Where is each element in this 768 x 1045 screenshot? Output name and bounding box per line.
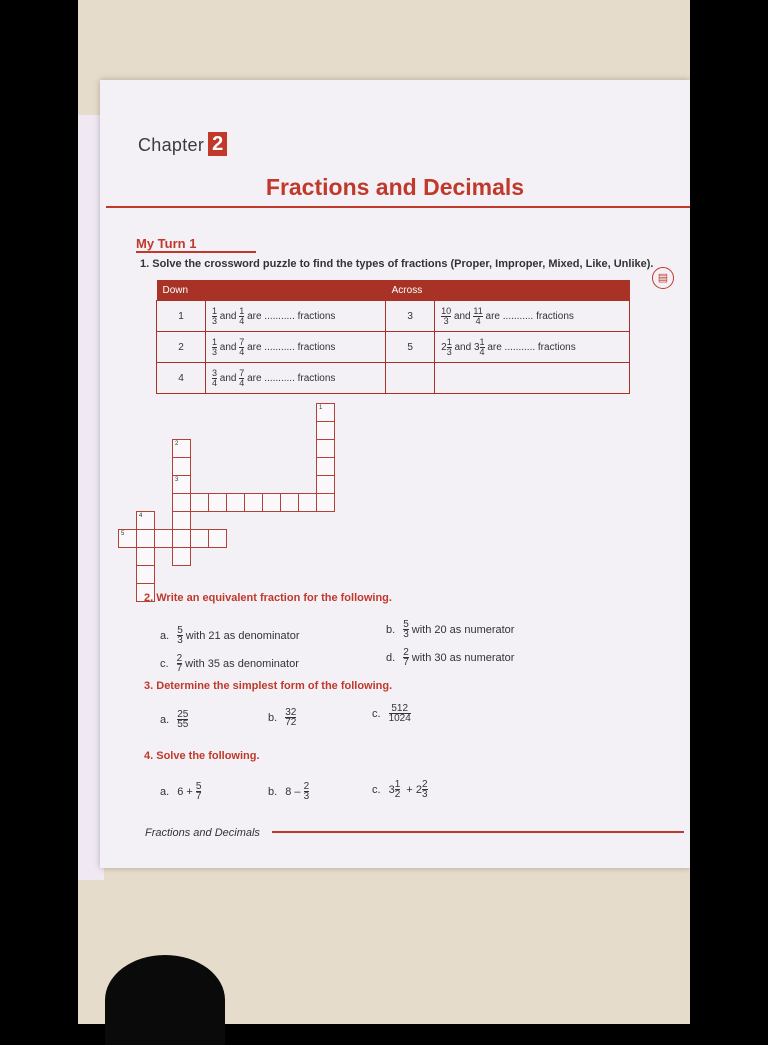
across-header: Across — [386, 280, 630, 301]
across-clue-number: 5 — [386, 332, 435, 363]
clue-number: 5 — [121, 531, 125, 537]
question-1 — [140, 258, 653, 270]
crossword-cell[interactable] — [208, 493, 227, 512]
crossword-cell[interactable] — [136, 511, 155, 530]
q4-item-c: c. 3 $\frac{1}{2}$ + 2 $\frac{2}{3}$ — [372, 779, 428, 800]
crossword-cell[interactable] — [172, 457, 191, 476]
clue-number: 4 — [139, 513, 143, 519]
crossword-cell[interactable] — [190, 493, 209, 512]
table-row — [157, 332, 630, 363]
clue-number: 1 — [319, 405, 323, 411]
fraction: $\frac{1}{3}$ — [446, 336, 452, 357]
crossword-cell[interactable] — [172, 511, 191, 530]
question-number: 1. — [140, 258, 150, 270]
crossword-cell[interactable] — [226, 493, 245, 512]
my-turn-heading: My Turn 1 — [136, 236, 256, 253]
q2-item-a: a. $\frac{5}{3}$ with 21 as denominator — [160, 625, 300, 646]
black-border-left — [0, 0, 78, 1024]
table-row — [157, 363, 630, 394]
chapter-label: Chapter — [138, 135, 205, 155]
crossword-cell[interactable] — [298, 493, 317, 512]
chapter-heading — [138, 132, 227, 156]
crossword-cell[interactable] — [316, 475, 335, 494]
q3-item-c: c. $\frac{512}{1024}$ — [372, 703, 411, 724]
across-clue: 2 $\frac{1}{3}$ and 3 $\frac{1}{4}$ are ........... fractions — [435, 332, 630, 363]
fraction: $\frac{7}{4}$ — [239, 336, 245, 357]
page-title: Fractions and Decimals — [265, 174, 525, 200]
fraction: $\frac{1}{3}$ — [212, 305, 218, 326]
q4-item-a: a. 6 + $\frac{5}{7}$ — [160, 781, 202, 802]
book-page — [100, 80, 690, 868]
question-2: 2. Write an equivalent fraction for the following. — [144, 592, 392, 604]
crossword-cell[interactable] — [136, 565, 155, 584]
down-clue: $\frac{1}{3}$ and $\frac{1}{4}$ are ........... fractions — [206, 301, 386, 332]
crossword-cell[interactable] — [172, 493, 191, 512]
down-header: Down — [157, 280, 386, 301]
clue-number: 3 — [175, 477, 179, 483]
question-text: Solve the crossword puzzle to find the types of fractions (Proper, Improper, Mixed, Like, Unlike). — [152, 258, 654, 270]
fraction: $\frac{1}{4}$ — [239, 305, 245, 326]
question-4: 4. Solve the following. — [144, 750, 260, 762]
across-clue-number: 3 — [386, 301, 435, 332]
q2-item-b: b. $\frac{5}{3}$ with 20 as numerator — [386, 619, 515, 640]
black-cloth — [105, 955, 225, 1045]
crossword-cell[interactable] — [316, 493, 335, 512]
crossword-cell[interactable] — [172, 439, 191, 458]
title-divider — [106, 206, 690, 208]
q2-item-c: c. $\frac{2}{7}$ with 35 as denominator — [160, 653, 299, 674]
crossword-cell[interactable] — [190, 529, 209, 548]
crossword-cell[interactable] — [316, 403, 335, 422]
fraction: $\frac{11}{4}$ — [473, 305, 483, 326]
black-border-right — [690, 0, 768, 1024]
crossword-cell[interactable] — [208, 529, 227, 548]
crossword-clue-table — [156, 280, 630, 394]
down-clue-number: 2 — [157, 332, 206, 363]
clue-number: 2 — [175, 441, 179, 447]
crossword-cell[interactable] — [262, 493, 281, 512]
crossword-cell[interactable] — [172, 529, 191, 548]
crossword-cell[interactable] — [316, 421, 335, 440]
table-row — [157, 301, 630, 332]
across-clue: $\frac{10}{3}$ and $\frac{11}{4}$ are ........... fractions — [435, 301, 630, 332]
crossword-cell[interactable] — [136, 529, 155, 548]
crossword-cell[interactable] — [154, 529, 173, 548]
q2-item-d: d. $\frac{2}{7}$ with 30 as numerator — [386, 647, 515, 668]
crossword-cell[interactable] — [172, 547, 191, 566]
crossword-cell[interactable] — [244, 493, 263, 512]
fraction: $\frac{7}{4}$ — [239, 367, 245, 388]
down-clue-number: 1 — [157, 301, 206, 332]
chapter-number: 2 — [208, 132, 227, 156]
across-clue-number — [386, 363, 435, 394]
crossword-cell[interactable] — [172, 475, 191, 494]
crossword-cell[interactable] — [316, 439, 335, 458]
crossword-cell[interactable] — [136, 547, 155, 566]
q3-item-a: a. $\frac{25}{55}$ — [160, 709, 189, 730]
book-icon: ▤ — [652, 267, 674, 289]
q4-item-b: b. 8 – $\frac{2}{3}$ — [268, 781, 310, 802]
crossword-cell[interactable] — [118, 529, 137, 548]
fraction: $\frac{1}{4}$ — [479, 336, 485, 357]
down-clue: $\frac{3}{4}$ and $\frac{7}{4}$ are ........... fractions — [206, 363, 386, 394]
question-3: 3. Determine the simplest form of the following. — [144, 680, 393, 692]
crossword-cell[interactable] — [280, 493, 299, 512]
down-clue: $\frac{1}{3}$ and $\frac{7}{4}$ are ........... fractions — [206, 332, 386, 363]
page-footer: Fractions and Decimals — [145, 827, 260, 839]
q3-item-b: b. $\frac{32}{72}$ — [268, 707, 297, 728]
fraction: $\frac{10}{3}$ — [441, 305, 452, 326]
across-clue — [435, 363, 630, 394]
down-clue-number: 4 — [157, 363, 206, 394]
fraction: $\frac{3}{4}$ — [212, 367, 218, 388]
footer-rule — [272, 831, 684, 833]
fraction: $\frac{1}{3}$ — [212, 336, 218, 357]
crossword-cell[interactable] — [316, 457, 335, 476]
